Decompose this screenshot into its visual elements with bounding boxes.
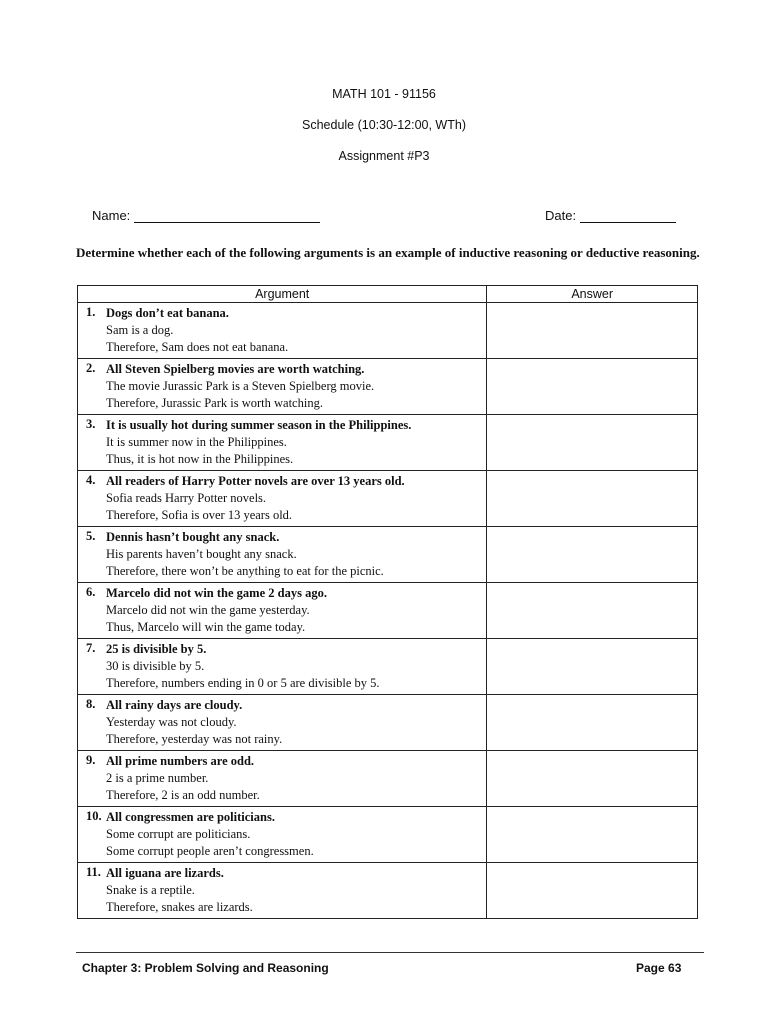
premise-line: 2 is a prime number. <box>106 771 209 785</box>
item-number: 8. <box>86 697 96 711</box>
name-label: Name: <box>92 208 131 223</box>
conclusion-line: Therefore, snakes are lizards. <box>106 900 253 914</box>
conclusion-line: Some corrupt people aren’t congressmen. <box>106 844 314 858</box>
item-number: 4. <box>86 473 96 487</box>
answer-cell[interactable] <box>487 583 698 639</box>
premise-line: All rainy days are cloudy. <box>106 698 243 712</box>
premise-line: Yesterday was not cloudy. <box>106 715 237 729</box>
answer-cell[interactable] <box>487 863 698 919</box>
argument-cell <box>78 639 487 695</box>
answer-cell[interactable] <box>487 639 698 695</box>
name-field[interactable] <box>92 208 320 223</box>
answer-cell[interactable] <box>487 695 698 751</box>
argument-column-header: Argument <box>78 286 487 303</box>
argument-cell <box>78 359 487 415</box>
premise-line: Dennis hasn’t bought any snack. <box>106 530 280 544</box>
table-row <box>78 583 698 639</box>
table-row <box>78 695 698 751</box>
item-number: 7. <box>86 641 96 655</box>
conclusion-line: Thus, Marcelo will win the game today. <box>106 620 306 634</box>
premise-line: Snake is a reptile. <box>106 883 195 897</box>
table-row <box>78 807 698 863</box>
item-number: 2. <box>86 361 96 375</box>
date-field[interactable] <box>545 208 676 223</box>
answer-cell[interactable] <box>487 807 698 863</box>
item-number: 10. <box>86 809 102 823</box>
footer-chapter: Chapter 3: Problem Solving and Reasoning <box>82 961 329 975</box>
conclusion-line: Therefore, there won’t be anything to eat for the picnic. <box>106 564 384 578</box>
date-label: Date: <box>545 208 577 223</box>
item-number: 6. <box>86 585 96 599</box>
item-number: 1. <box>86 305 96 319</box>
argument-cell <box>78 583 487 639</box>
table-header-row <box>78 286 698 303</box>
instructions: Determine whether each of the following arguments is an example of inductive reasoning or deductive reasoning. <box>76 245 700 260</box>
table-row <box>78 359 698 415</box>
conclusion-line: Therefore, Sam does not eat banana. <box>106 340 289 354</box>
conclusion-line: Therefore, numbers ending in 0 or 5 are divisible by 5. <box>106 676 380 690</box>
arguments-table <box>77 285 698 919</box>
argument-cell <box>78 751 487 807</box>
premise-line: All Steven Spielberg movies are worth watching. <box>106 362 365 376</box>
premise-line: His parents haven’t bought any snack. <box>106 547 297 561</box>
premise-line: 30 is divisible by 5. <box>106 659 205 673</box>
schedule-line: Schedule (10:30-12:00, WTh) <box>302 118 466 132</box>
premise-line: Sofia reads Harry Potter novels. <box>106 491 267 505</box>
premise-line: Some corrupt are politicians. <box>106 827 251 841</box>
item-number: 11. <box>86 865 101 879</box>
premise-line: All prime numbers are odd. <box>106 754 255 768</box>
premise-line: Marcelo did not win the game yesterday. <box>106 603 310 617</box>
table-row <box>78 471 698 527</box>
conclusion-line: Thus, it is hot now in the Philippines. <box>106 452 294 466</box>
argument-cell <box>78 415 487 471</box>
date-line[interactable] <box>580 208 676 223</box>
item-number: 5. <box>86 529 96 543</box>
premise-line: Sam is a dog. <box>106 323 174 337</box>
premise-line: All readers of Harry Potter novels are over 13 years old. <box>106 474 405 488</box>
premise-line: Marcelo did not win the game 2 days ago. <box>106 586 327 600</box>
footer-divider <box>76 952 704 953</box>
premise-line: All iguana are lizards. <box>106 866 224 880</box>
conclusion-line: Therefore, Jurassic Park is worth watching. <box>106 396 323 410</box>
argument-cell <box>78 471 487 527</box>
answer-cell[interactable] <box>487 359 698 415</box>
argument-cell <box>78 807 487 863</box>
conclusion-line: Therefore, 2 is an odd number. <box>106 788 260 802</box>
premise-line: It is summer now in the Philippines. <box>106 435 287 449</box>
table-row <box>78 303 698 359</box>
answer-cell[interactable] <box>487 303 698 359</box>
premise-line: All congressmen are politicians. <box>106 810 275 824</box>
answer-cell[interactable] <box>487 751 698 807</box>
argument-cell <box>78 527 487 583</box>
item-number: 3. <box>86 417 96 431</box>
table-row <box>78 863 698 919</box>
assignment-title: Assignment #P3 <box>338 149 430 163</box>
answer-cell[interactable] <box>487 415 698 471</box>
table-row <box>78 751 698 807</box>
table-row <box>78 639 698 695</box>
argument-cell <box>78 303 487 359</box>
argument-cell <box>78 863 487 919</box>
answer-cell[interactable] <box>487 527 698 583</box>
table-row <box>78 415 698 471</box>
document-header <box>0 88 768 181</box>
premise-line: Dogs don’t eat banana. <box>106 306 229 320</box>
footer-page-number: Page 63 <box>636 961 682 975</box>
conclusion-line: Therefore, yesterday was not rainy. <box>106 732 283 746</box>
table-row <box>78 527 698 583</box>
answer-column-header: Answer <box>487 286 698 303</box>
premise-line: 25 is divisible by 5. <box>106 642 207 656</box>
answer-cell[interactable] <box>487 471 698 527</box>
argument-cell <box>78 695 487 751</box>
course-title: MATH 101 - 91156 <box>332 87 436 101</box>
premise-line: The movie Jurassic Park is a Steven Spielberg movie. <box>106 379 375 393</box>
item-number: 9. <box>86 753 96 767</box>
name-line[interactable] <box>134 208 320 223</box>
conclusion-line: Therefore, Sofia is over 13 years old. <box>106 508 293 522</box>
premise-line: It is usually hot during summer season in the Philippines. <box>106 418 412 432</box>
